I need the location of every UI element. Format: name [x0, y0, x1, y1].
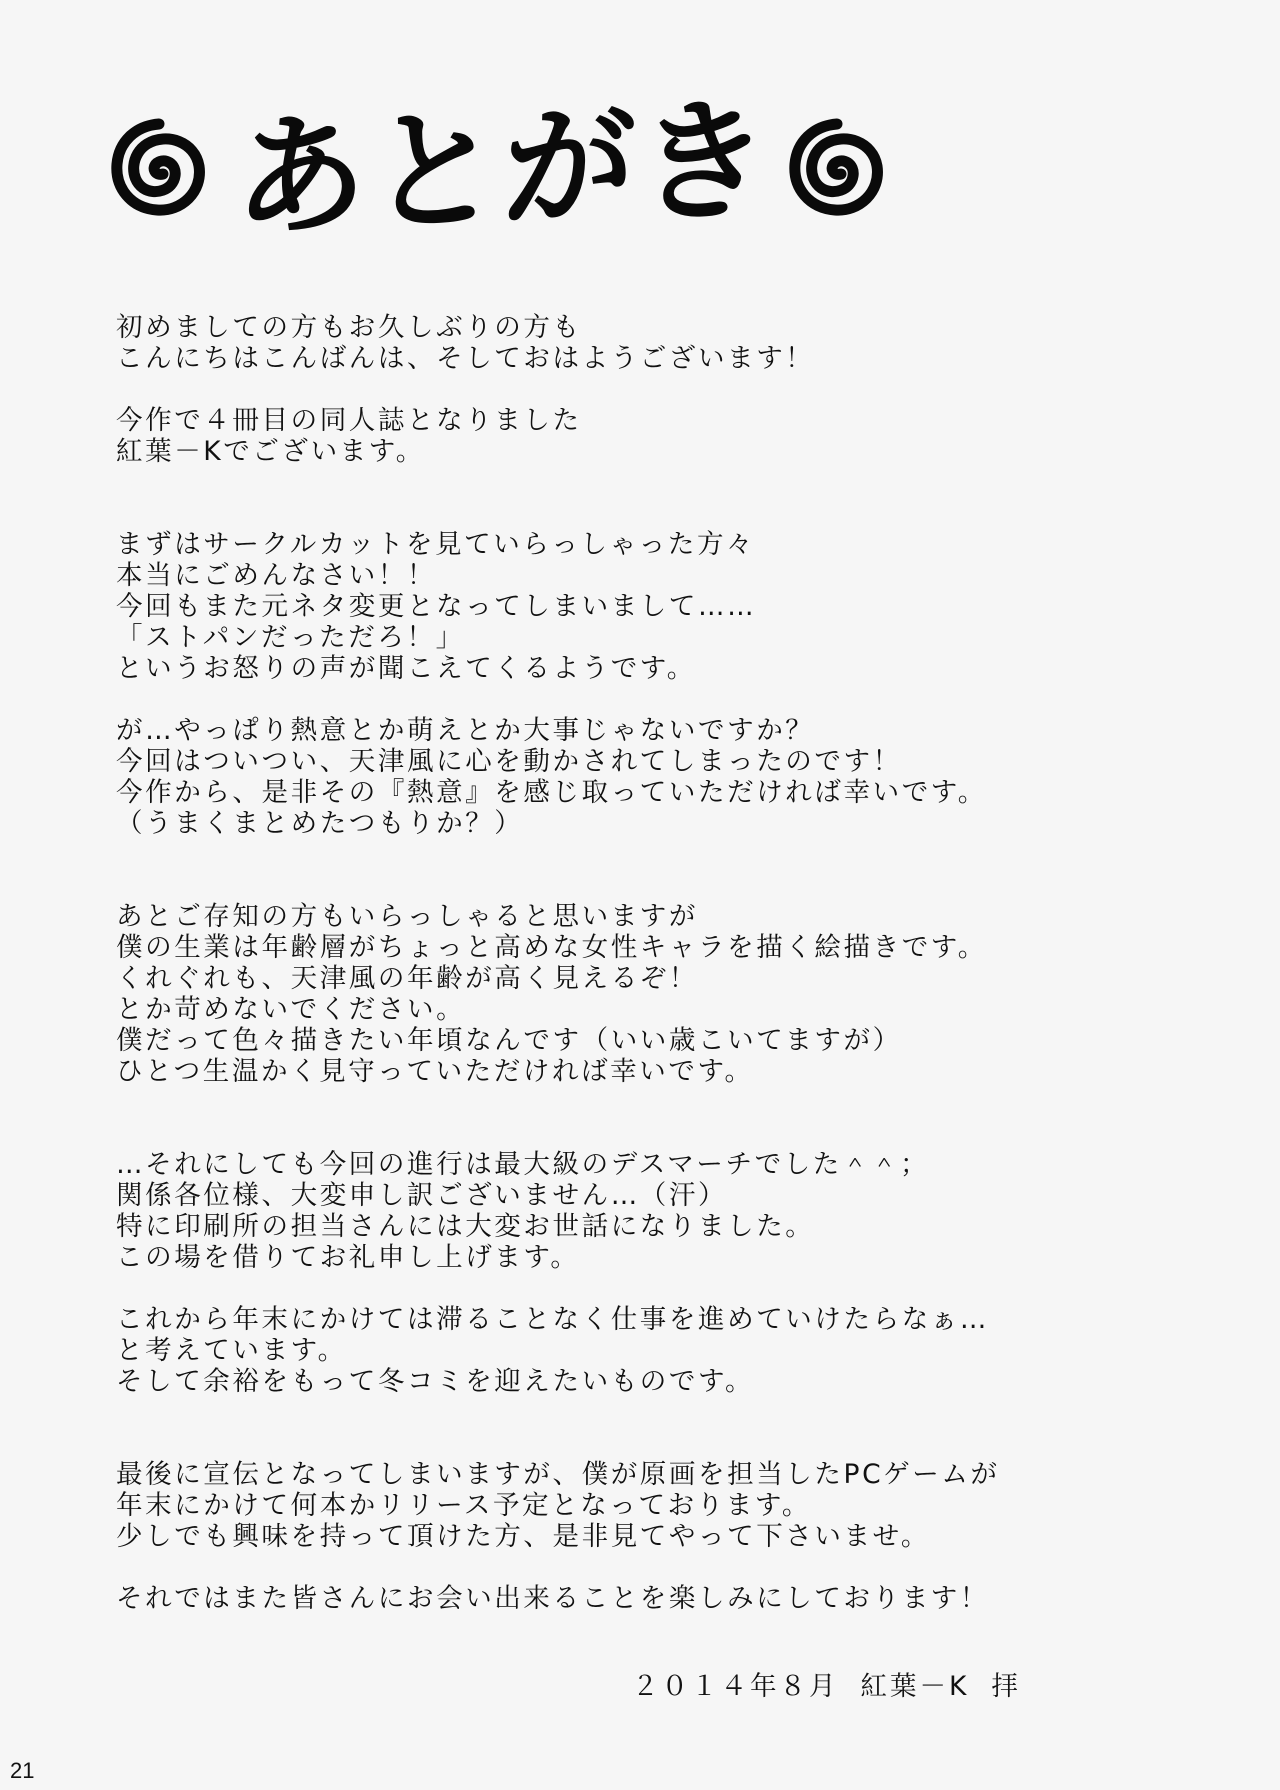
paragraph	[116, 312, 1176, 374]
text-line: というお怒りの声が聞こえてくるようです。	[116, 653, 696, 684]
text-line: （うまくまとめたつもりか？）	[116, 808, 524, 839]
paragraph-spacer	[116, 684, 1176, 715]
paragraph-spacer	[116, 1397, 1176, 1459]
text-line: …それにしても今回の進行は最大級のデスマーチでした＾＾；	[116, 1149, 930, 1180]
swirl-ornament-left-icon	[105, 114, 217, 226]
text-line: 僕だって色々描きたい年頃なんです（いい歳こいてますが）	[116, 1025, 902, 1056]
paragraph-spacer	[116, 1273, 1176, 1304]
afterword-body	[116, 312, 1176, 1614]
text-line: これから年末にかけては滞ることなく仕事を進めていけたらなぁ…	[116, 1304, 989, 1335]
text-line: そして余裕をもって冬コミを迎えたいものです。	[116, 1366, 755, 1397]
text-line: この場を借りてお礼申し上げます。	[116, 1242, 580, 1273]
text-line: 本当にごめんなさい！！	[116, 560, 437, 591]
paragraph-spacer	[116, 374, 1176, 405]
text-line: あとご存知の方もいらっしゃると思いますが	[116, 901, 698, 932]
paragraph	[116, 529, 1176, 684]
text-line: 最後に宣伝となってしまいますが、僕が原画を担当したPCゲームが	[116, 1459, 1000, 1490]
paragraph	[116, 715, 1176, 839]
paragraph-spacer	[116, 1552, 1176, 1583]
text-line: 今回はついつい、天津風に心を動かされてしまったのです！	[116, 746, 902, 777]
text-line: 今作で４冊目の同人誌となりました	[116, 405, 582, 436]
text-line: 少しでも興味を持って頂けた方、是非見てやって下さいませ。	[116, 1521, 931, 1552]
signature-author: 紅葉－K	[860, 1671, 970, 1702]
text-line: まずはサークルカットを見ていらっしゃった方々	[116, 529, 756, 560]
text-line: 今作から、是非その『熱意』を感じ取っていただければ幸いです。	[116, 777, 987, 808]
text-line: とか苛めないでください。	[116, 994, 466, 1025]
paragraph	[116, 1149, 1176, 1273]
paragraph-spacer	[116, 839, 1176, 901]
signature-closing: 拝	[991, 1671, 1021, 1702]
text-line: と考えています。	[116, 1335, 347, 1366]
text-line: 今回もまた元ネタ変更となってしまいまして……	[116, 591, 757, 622]
text-line: 紅葉－Kでございます。	[116, 436, 425, 467]
paragraph-spacer	[116, 1087, 1176, 1149]
page-number: 21	[10, 1758, 35, 1783]
text-line: それではまた皆さんにお会い出来ることを楽しみにしております！	[116, 1583, 989, 1614]
afterword-title: あとがき	[232, 83, 774, 257]
paragraph	[116, 1583, 1176, 1614]
text-line: 僕の生業は年齢層がちょっと高めな女性キャラを描く絵描きです。	[116, 932, 987, 963]
text-line: 初めましての方もお久しぶりの方も	[116, 312, 582, 343]
paragraph	[116, 1459, 1176, 1552]
text-line: が…やっぱり熱意とか萌えとか大事じゃないですか？	[116, 715, 815, 746]
text-line: こんにちはこんばんは、そしておはようございます！	[116, 343, 815, 374]
text-line: 年末にかけて何本かリリース予定となっております。	[116, 1490, 811, 1521]
text-line: ひとつ生温かく見守っていただければ幸いです。	[116, 1056, 754, 1087]
signature-line	[632, 1664, 1021, 1703]
signature-date: ２０１４年８月	[632, 1671, 839, 1702]
swirl-ornament-right-icon	[783, 114, 895, 226]
afterword-heading	[105, 75, 895, 265]
text-line: 「ストパンだっただろ！」	[116, 622, 465, 653]
paragraph	[116, 1304, 1176, 1397]
text-line: くれぐれも、天津風の年齢が高く見えるぞ！	[116, 963, 698, 994]
paragraph-spacer	[116, 467, 1176, 529]
text-line: 特に印刷所の担当さんには大変お世話になりました。	[116, 1211, 815, 1242]
paragraph	[116, 405, 1176, 467]
text-line: 関係各位様、大変申し訳ございません…（汗）	[116, 1180, 728, 1211]
paragraph	[116, 901, 1176, 1087]
